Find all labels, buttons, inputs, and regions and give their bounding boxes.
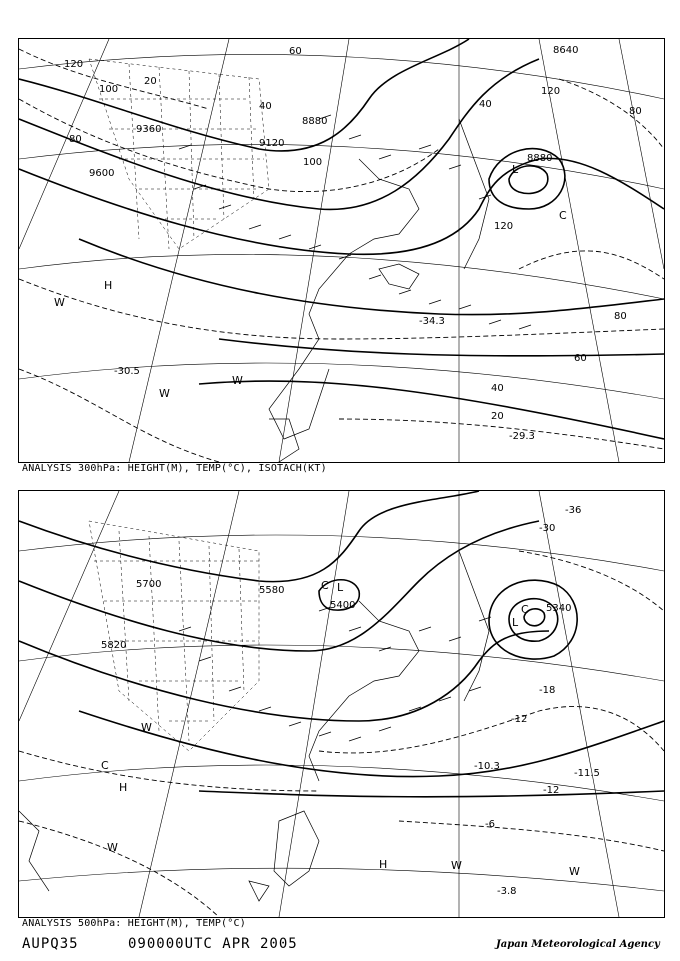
center-symbol: L — [512, 616, 519, 629]
upper-chart-caption: ANALYSIS 300hPa: HEIGHT(M), TEMP(°C), ISOTACH(KT) — [22, 463, 327, 474]
height-label: 5700 — [136, 579, 162, 590]
isotach-label: 60 — [574, 353, 587, 364]
height-label: 8880 — [302, 116, 328, 127]
isotach-label: 120 — [64, 59, 84, 70]
isotach-label: 40 — [479, 99, 492, 110]
center-symbol: C — [521, 603, 529, 616]
center-symbol: H — [104, 279, 113, 292]
temp-label: -34.3 — [419, 316, 445, 327]
height-contours — [19, 39, 664, 439]
graticule — [19, 39, 664, 462]
isotach-label: 80 — [629, 106, 642, 117]
isotach-label: 120 — [494, 221, 514, 232]
isotach-label: 100 — [303, 157, 323, 168]
center-symbol: W — [54, 296, 65, 309]
temp-label: -30 — [539, 523, 556, 534]
center-symbol: L — [337, 581, 344, 594]
temp-label: -3.8 — [497, 886, 517, 897]
temp-label: -36 — [565, 505, 582, 516]
isotach-label: 20 — [144, 76, 157, 87]
isotach-label: 80 — [69, 134, 82, 145]
center-symbol: W — [141, 721, 152, 734]
lower-chart-caption: ANALYSIS 500hPa: HEIGHT(M), TEMP(°C) — [22, 918, 246, 929]
coastlines — [19, 551, 489, 901]
height-label: 9120 — [259, 138, 285, 149]
pressure-centers — [54, 163, 567, 400]
center-symbol: H — [119, 781, 128, 794]
temperature-labels — [114, 316, 535, 442]
isotachs — [19, 49, 664, 462]
isotach-label: 100 — [99, 84, 119, 95]
lower-chart-map — [19, 491, 664, 917]
lower-chart-500hpa — [18, 490, 665, 918]
height-label: 5580 — [259, 585, 285, 596]
temp-label: -12 — [543, 785, 560, 796]
temp-label: -10.3 — [474, 761, 500, 772]
agency-name: Japan Meteorological Agency — [496, 939, 660, 950]
center-symbol: W — [569, 865, 580, 878]
isotach-label: 40 — [259, 101, 272, 112]
temp-label: -18 — [539, 685, 556, 696]
height-label: 5400 — [330, 600, 356, 611]
isotach-label: 120 — [541, 86, 561, 97]
temp-label: -11.5 — [574, 768, 600, 779]
coastlines — [269, 119, 489, 462]
center-symbol: C — [559, 209, 567, 222]
temp-label: -12 — [511, 714, 528, 725]
center-symbol: H — [379, 858, 388, 871]
temp-label: -6 — [485, 819, 495, 830]
center-symbol: W — [232, 374, 243, 387]
center-symbol: W — [107, 841, 118, 854]
product-id: AUPQ35 — [22, 936, 79, 952]
temp-label: -29.3 — [509, 431, 535, 442]
center-symbol: W — [451, 859, 462, 872]
height-label: 8640 — [553, 45, 579, 56]
height-label: 9600 — [89, 168, 115, 179]
hatched-region — [89, 521, 259, 751]
height-label: 5340 — [546, 603, 572, 614]
center-symbol: L — [512, 163, 519, 176]
isotach-labels — [64, 46, 642, 422]
isotach-label: 80 — [614, 311, 627, 322]
valid-time: 090000UTC APR 2005 — [128, 936, 298, 952]
temperature-labels — [474, 505, 600, 897]
temp-label: -30.5 — [114, 366, 140, 377]
height-label: 9360 — [136, 124, 162, 135]
isotach-label: 60 — [289, 46, 302, 57]
height-label: 8880 — [527, 153, 553, 164]
center-symbol: W — [159, 387, 170, 400]
center-symbol: C — [321, 579, 329, 592]
isotach-label: 40 — [491, 383, 504, 394]
height-label: 5820 — [101, 640, 127, 651]
isotach-label: 20 — [491, 411, 504, 422]
upper-chart-map — [19, 39, 664, 462]
center-symbol: C — [101, 759, 109, 772]
pressure-centers — [101, 579, 580, 878]
upper-chart-300hpa — [18, 38, 665, 463]
